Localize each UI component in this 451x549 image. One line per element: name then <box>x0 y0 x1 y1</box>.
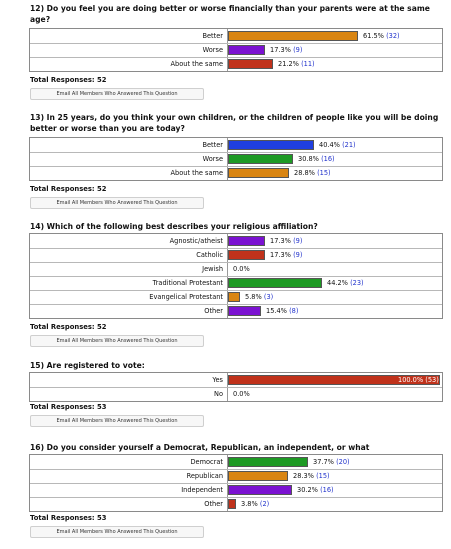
value-count: (23) <box>350 279 364 287</box>
value-count: (8) <box>289 307 299 315</box>
option-label: Better <box>202 32 223 40</box>
row-divider <box>30 152 442 153</box>
value-percent: 37.7% <box>313 458 334 466</box>
value-label <box>278 59 315 69</box>
option-label: Traditional Protestant <box>152 279 223 287</box>
value-label <box>233 264 250 274</box>
value-label <box>266 306 298 316</box>
value-percent: 28.8% <box>294 169 315 177</box>
value-count: (21) <box>342 141 356 149</box>
value-percent: 0.0% <box>233 390 250 398</box>
row-divider <box>30 469 442 470</box>
row-divider <box>30 248 442 249</box>
response-table <box>29 454 443 512</box>
value-count: (16) <box>321 155 335 163</box>
question-title-text: 13) In 25 years, do you think your own children, or the children of people like you will be doing better or worse than you are today? <box>30 113 439 133</box>
question-title <box>30 442 440 453</box>
option-label: Agnostic/atheist <box>169 237 223 245</box>
total-responses: Total Responses: 52 <box>30 323 107 331</box>
email-members-button[interactable]: Email All Members Who Answered This Question <box>30 88 204 100</box>
value-label <box>245 292 273 302</box>
value-count: (15) <box>316 472 330 480</box>
row-divider <box>30 387 442 388</box>
value-percent: 17.3% <box>270 251 291 259</box>
value-label <box>270 250 302 260</box>
row-divider <box>30 57 442 58</box>
result-bar <box>228 154 293 164</box>
total-responses: Total Responses: 52 <box>30 185 107 193</box>
value-count: (3) <box>263 293 274 301</box>
value-label <box>270 45 302 55</box>
value-label <box>298 154 335 164</box>
value-label <box>327 278 364 288</box>
value-percent: 30.8% <box>298 155 319 163</box>
value-label <box>294 168 331 178</box>
total-responses: Total Responses: 53 <box>30 514 107 522</box>
option-label: Other <box>204 500 223 508</box>
value-percent: 5.8% <box>245 293 262 301</box>
value-count: (2) <box>259 500 270 508</box>
value-count: (9) <box>293 237 303 245</box>
row-divider <box>30 166 442 167</box>
email-members-button[interactable]: Email All Members Who Answered This Question <box>30 526 204 538</box>
value-percent: 17.3% <box>270 237 291 245</box>
option-label: Independent <box>181 486 223 494</box>
question-title <box>30 3 440 25</box>
value-count: (16) <box>320 486 334 494</box>
question-title-text: 16) Do you consider yourself a Democrat, Republican, an independent, or what <box>30 443 370 452</box>
value-label <box>233 389 250 399</box>
value-count: (15) <box>317 169 331 177</box>
value-percent: 17.3% <box>270 46 291 54</box>
result-bar <box>228 278 322 288</box>
result-bar <box>228 45 265 55</box>
result-bar <box>228 140 314 150</box>
response-table <box>29 372 443 402</box>
option-label: About the same <box>170 169 223 177</box>
option-label: Catholic <box>196 251 223 259</box>
value-percent: 30.2% <box>297 486 318 494</box>
value-count: (11) <box>301 60 315 68</box>
result-bar <box>228 31 358 41</box>
result-bar <box>228 306 261 316</box>
question-title <box>30 221 440 232</box>
value-percent: 40.4% <box>319 141 340 149</box>
result-bar <box>228 168 289 178</box>
result-bar <box>228 236 265 246</box>
response-table <box>29 233 443 319</box>
row-divider <box>30 497 442 498</box>
row-divider <box>30 276 442 277</box>
option-label: Democrat <box>190 458 223 466</box>
result-bar <box>228 485 292 495</box>
value-percent: 28.3% <box>293 472 314 480</box>
value-label <box>313 457 350 467</box>
option-label: Better <box>202 141 223 149</box>
value-count: (9) <box>293 251 303 259</box>
option-label: Worse <box>202 155 223 163</box>
email-members-button[interactable]: Email All Members Who Answered This Question <box>30 197 204 209</box>
result-bar <box>228 457 308 467</box>
total-responses: Total Responses: 53 <box>30 403 107 411</box>
result-bar <box>228 59 273 69</box>
row-divider <box>30 483 442 484</box>
row-divider <box>30 304 442 305</box>
option-label: Other <box>204 307 223 315</box>
result-bar <box>228 250 265 260</box>
value-count: (32) <box>386 32 400 40</box>
value-percent: 3.8% <box>241 500 258 508</box>
value-label <box>297 485 334 495</box>
value-count: (20) <box>336 458 350 466</box>
value-percent: 100.0% <box>398 376 424 384</box>
email-members-button[interactable]: Email All Members Who Answered This Question <box>30 335 204 347</box>
row-divider <box>30 262 442 263</box>
option-label: Yes <box>212 376 223 384</box>
value-label <box>241 499 269 509</box>
value-percent: 21.2% <box>278 60 299 68</box>
value-count: (9) <box>293 46 303 54</box>
value-percent: 61.5% <box>363 32 384 40</box>
value-count: (53) <box>425 376 439 384</box>
email-members-button[interactable]: Email All Members Who Answered This Question <box>30 415 204 427</box>
value-percent: 15.4% <box>266 307 287 315</box>
option-label: Republican <box>186 472 223 480</box>
result-bar <box>228 499 236 509</box>
value-percent: 0.0% <box>233 265 250 273</box>
question-title <box>30 112 440 134</box>
value-label <box>319 140 356 150</box>
question-title-text: 12) Do you feel you are doing better or worse financially than your parents were at the same age? <box>30 4 430 24</box>
total-responses: Total Responses: 52 <box>30 76 107 84</box>
question-title <box>30 360 440 371</box>
value-percent: 44.2% <box>327 279 348 287</box>
value-label <box>293 471 330 481</box>
value-label <box>270 236 302 246</box>
question-title-text: 14) Which of the following best describes your religious affiliation? <box>30 222 318 231</box>
row-divider <box>30 290 442 291</box>
result-bar <box>228 471 288 481</box>
question-title-text: 15) Are registered to vote: <box>30 361 145 370</box>
result-bar <box>228 292 240 302</box>
value-label <box>398 375 439 385</box>
response-table <box>29 28 443 72</box>
row-divider <box>30 43 442 44</box>
option-label: Worse <box>202 46 223 54</box>
option-label: Jewish <box>202 265 223 273</box>
response-table <box>29 137 443 181</box>
option-label: Evangelical Protestant <box>149 293 223 301</box>
value-label <box>363 31 400 41</box>
option-label: No <box>214 390 223 398</box>
option-label: About the same <box>170 60 223 68</box>
